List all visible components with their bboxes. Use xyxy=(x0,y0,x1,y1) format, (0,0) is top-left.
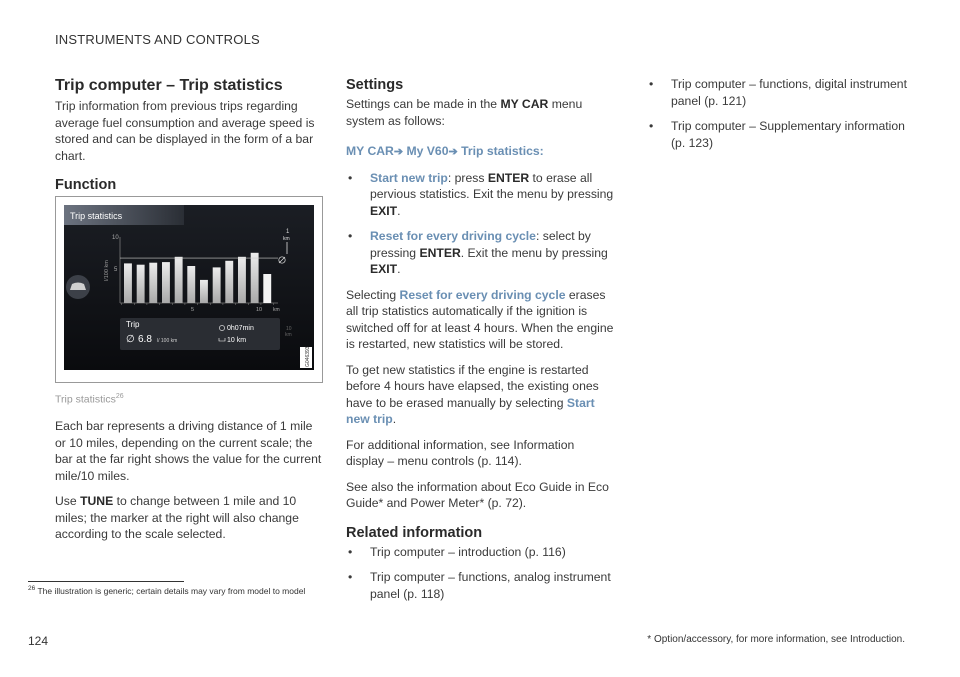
column-middle xyxy=(346,76,614,611)
trip-statistics-figure xyxy=(55,196,323,383)
menu-path-my-v60: My V60 xyxy=(406,144,449,158)
bar-7 xyxy=(200,280,208,303)
tune-description xyxy=(55,493,323,543)
exit-key: EXIT xyxy=(370,262,398,276)
b1-end: . xyxy=(397,203,401,218)
related-link-digital[interactable]: Trip computer – functions, digital instrument panel (p. 121) xyxy=(671,77,907,108)
settings-heading: Settings xyxy=(346,77,404,93)
settings-intro-b: menu system as follows: xyxy=(346,97,583,128)
p1-text-a: Selecting xyxy=(346,287,400,302)
settings-intro xyxy=(346,96,614,129)
bullet-icon: • xyxy=(348,170,353,185)
page-title: Trip computer – Trip statistics xyxy=(55,77,283,94)
y-tick-5: 5 xyxy=(114,267,118,273)
bar-11 xyxy=(251,253,259,303)
x-tick-5: 5 xyxy=(191,307,195,313)
column-left xyxy=(55,76,323,552)
p2-end: . xyxy=(392,412,397,426)
menu-path-my-car: MY CAR xyxy=(346,144,394,158)
average-consumption-unit: l/ 100 km xyxy=(157,338,178,344)
trip-statistics-display xyxy=(56,197,322,382)
average-consumption-value: 6.8 xyxy=(138,334,152,345)
b2-text-a: : select by pressing xyxy=(370,229,591,260)
list-item[interactable] xyxy=(647,76,909,109)
column-right xyxy=(647,76,909,160)
screen-title: Trip statistics xyxy=(70,211,123,221)
restart-explanation xyxy=(346,362,614,428)
b1-text-b: to erase all pervious statistics. Exit the menu by pressing xyxy=(370,170,614,201)
x-tick-10: 10 xyxy=(256,307,263,313)
page-number: 124 xyxy=(28,634,49,648)
arrow-icon: ➔ xyxy=(448,146,458,158)
scale-marker-unit: km xyxy=(283,236,290,242)
bar-description: Each bar represents a driving distance of 1 mile or 10 miles, depending on the current scale; the bar at the far right shows the value for the current mile/10 miles. xyxy=(55,419,322,483)
bar-3 xyxy=(149,263,157,303)
arrow-icon: ➔ xyxy=(393,146,404,158)
x-tick-unit: km xyxy=(273,307,280,313)
tune-key: TUNE xyxy=(80,494,114,508)
footnote xyxy=(28,585,305,596)
bullet-icon: • xyxy=(649,119,654,133)
bar-1 xyxy=(124,263,132,303)
reset-cycle-term: Reset for every driving cycle xyxy=(370,229,536,243)
list-item xyxy=(346,228,614,278)
caption-text: Trip statistics xyxy=(55,393,116,406)
enter-key: ENTER xyxy=(419,245,461,260)
y-tick-10: 10 xyxy=(112,235,119,241)
tune-text-b: to change between 1 mile and 10 miles; the marker at the right will also change according to the scale selected. xyxy=(55,494,299,541)
b2-text-b: . Exit the menu by pressing xyxy=(460,245,608,260)
trip-label: Trip xyxy=(126,320,140,329)
exit-key: EXIT xyxy=(370,203,398,218)
function-heading: Function xyxy=(55,177,117,193)
menu-path-trip-statistics: Trip statistics: xyxy=(461,144,544,158)
list-item xyxy=(346,170,614,220)
related-link-analog[interactable]: Trip computer – functions, analog instrument panel (p. 118) xyxy=(370,570,611,601)
bar-5 xyxy=(175,257,183,303)
related-link-introduction[interactable]: Trip computer – introduction (p. 116) xyxy=(370,544,566,559)
list-item[interactable] xyxy=(647,118,909,151)
list-item[interactable] xyxy=(346,544,614,561)
average-symbol-icon: ∅ xyxy=(126,334,135,345)
b1-text-a: : press xyxy=(447,170,488,185)
trip-time-value: 0h07min xyxy=(227,325,254,332)
bar-12 xyxy=(263,274,271,303)
bar-4 xyxy=(162,262,170,303)
list-item[interactable] xyxy=(346,569,614,602)
enter-key: ENTER xyxy=(487,170,530,185)
start-new-trip-term: Start new trip xyxy=(346,395,595,426)
p1-text-b: erases all trip statistics automatically if the ignition is switched off for at least 4 hours. When the engine is restarted, new statistics will be stored. xyxy=(346,287,614,351)
footnote-divider xyxy=(28,581,184,582)
bar-2 xyxy=(137,265,145,303)
tune-text-a: Use xyxy=(55,494,81,508)
figure-caption xyxy=(55,389,323,408)
intro-paragraph: Trip information from previous trips regarding average fuel consumption and average speed is stored and can be displayed in the form of a bar chart. xyxy=(55,99,315,163)
start-new-trip-term: Start new trip xyxy=(370,170,448,185)
image-code: G046393 xyxy=(305,346,311,367)
bullet-icon: • xyxy=(348,570,353,584)
additional-info: For additional information, see Information display – menu controls (p. 114). xyxy=(346,437,575,468)
caption-footnote-ref: 26 xyxy=(115,393,124,400)
bar-6 xyxy=(187,266,195,303)
trip-distance-value: 10 km xyxy=(227,337,247,344)
scale-top: 10 xyxy=(286,326,292,332)
reset-explanation xyxy=(346,287,614,353)
option-note: * Option/accessory, for more information, see Introduction. xyxy=(647,634,905,645)
menu-path xyxy=(346,143,614,161)
section-header: INSTRUMENTS AND CONTROLS xyxy=(55,32,260,47)
y-axis-label: l/100 km xyxy=(104,260,110,281)
scale-bottom: km xyxy=(285,332,292,338)
eco-guide-info: See also the information about Eco Guide in Eco Guide* and Power Meter* (p. 72). xyxy=(346,479,609,510)
bar-8 xyxy=(213,267,221,303)
settings-intro-a: Settings can be made in the xyxy=(346,97,501,111)
reset-cycle-term: Reset for every driving cycle xyxy=(399,287,566,302)
scale-marker-value: 1 xyxy=(286,229,290,235)
p2-text-a: To get new statistics if the engine is restarted before 4 hours have elapsed, the existing ones have to be erased manually by selecting xyxy=(346,362,599,410)
b2-end: . xyxy=(397,262,401,276)
bar-9 xyxy=(225,261,233,303)
related-heading: Related information xyxy=(346,524,483,541)
footnote-number: 26 xyxy=(28,585,36,592)
footnote-text: The illustration is generic; certain details may vary from model to model xyxy=(37,585,306,596)
bullet-icon: • xyxy=(348,229,353,243)
bullet-icon: • xyxy=(348,544,353,559)
related-link-supplementary[interactable]: Trip computer – Supplementary information (p. 123) xyxy=(671,119,905,150)
settings-intro-key: MY CAR xyxy=(500,97,549,111)
bullet-icon: • xyxy=(649,77,654,91)
bar-10 xyxy=(238,257,246,303)
